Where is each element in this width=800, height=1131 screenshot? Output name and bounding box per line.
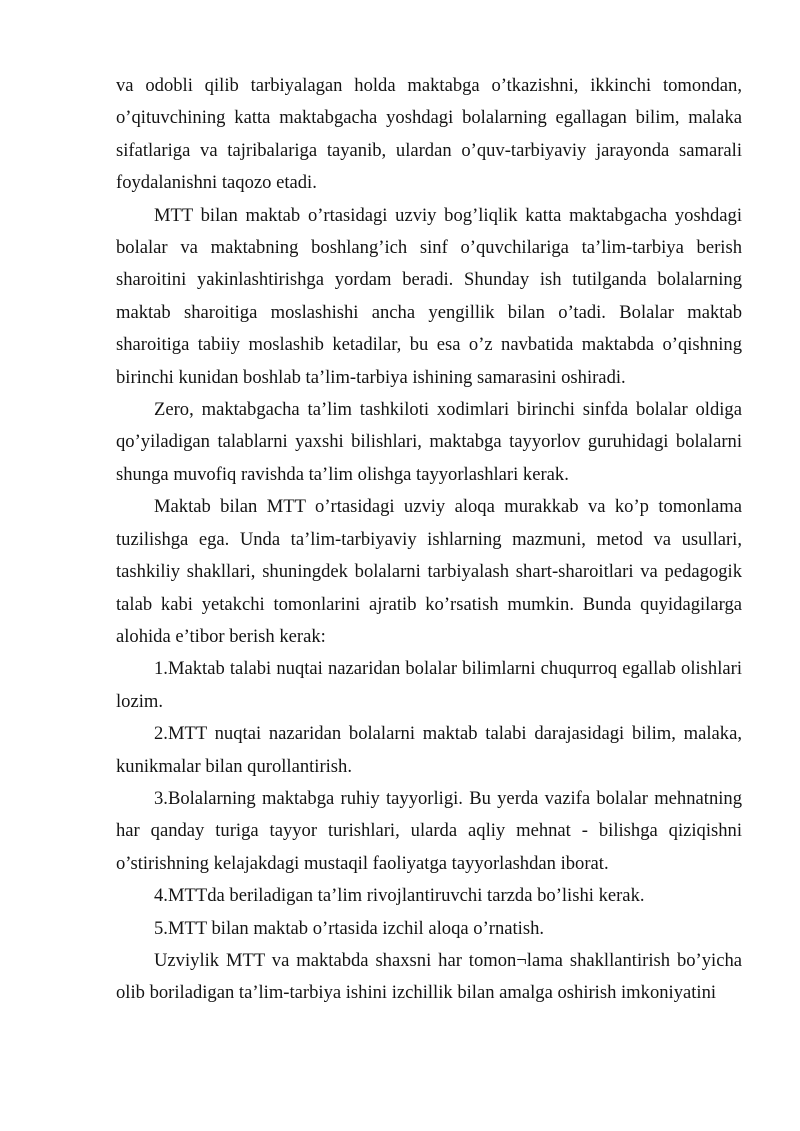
list-item-5: 5.MTT bilan maktab o’rtasida izchil aloqa o’rnatish. xyxy=(154,917,545,939)
paragraph-uzviy-aloqa: Maktab bilan MTT o’rtasidagi uzviy aloqa murakkab va ko’p tomonlama tuzilishga ega. Unda ta’lim-tarbiyaviy ishlarning mazmuni, metod va usullari, tashkiliy shakllari, shuningdek bolalarni tarbiyalash shart-sharoitlari va pedagogik talab kabi yetakchi tomonlarini ajratib ko’rsatish mumkin. Bunda quyidagilarga alohida e’tibor berish kerak: xyxy=(116,496,742,647)
paragraph-zero: Zero, maktabgacha ta’lim tashkiloti xodimlari birinchi sinfda bolalar oldiga qo’yiladigan talablarni yaxshi bilishlari, maktabga tayyorlov guruhidagi bolalarni shunga muvofiq ravishda ta’lim olishga tayyorlashlari kerak. xyxy=(116,399,742,485)
paragraph-uzviy-boglliqlik: MTT bilan maktab o’rtasidagi uzviy bog’liqlik katta maktabgacha yoshdagi bolalar va maktabning boshlang’ich sinf o’quvchilariga ta’lim-tarbiya berish sharoitini yakinlashtirishga yordam beradi. Shunday ish tutilganda bolalarning maktab sharoitiga moslashishi ancha yengillik bilan o’tadi. Bolalar maktab sharoitiga tabiiy moslashib ketadilar, bu esa o’z navbatida maktabda o’qishning birinchi kunidan boshlab ta’lim-tarbiya ishining samarasini oshiradi. xyxy=(116,204,742,388)
paragraph-continuation: va odobli qilib tarbiyalagan holda maktabga o’tkazishni, ikkinchi tomondan, o’qituvchining katta maktabgacha yoshdagi bolalarning egallagan bilim, malaka sifatlariga va tajribalariga tayanib, ulardan o’quv-tarbiyaviy jarayonda samarali foydalanishni taqozo etadi. xyxy=(116,75,742,194)
list-item-4: 4.MTTda beriladigan ta’lim rivojlantiruvchi tarzda bo’lishi kerak. xyxy=(154,885,645,907)
list-item-2: 2.MTT nuqtai nazaridan bolalarni maktab talabi darajasidagi bilim, malaka, kunikmalar bilan qurollantirish. xyxy=(116,723,742,777)
list-item-1: 1.Maktab talabi nuqtai nazaridan bolalar bilimlarni chuqurroq egallab olishlari lozim. xyxy=(116,658,742,712)
paragraph-uzviylik: Uzviylik MTT va maktabda shaxsni har tomon¬lama shakllantirish bo’yicha olib boriladigan ta’lim-tarbiya ishini izchillik bilan amalga oshirish imkoniyatini xyxy=(116,949,742,1004)
document-page xyxy=(116,70,742,1010)
list-item-3: 3.Bolalarning maktabga ruhiy tayyorligi. Bu yerda vazifa bolalar mehnatning har qanday turiga tayyor turishlari, ularda aqliy mehnat - bilishga qiziqishni o’stirishning kelajakdagi mustaqil faoliyatga tayyorlashdan iborat. xyxy=(116,787,742,874)
